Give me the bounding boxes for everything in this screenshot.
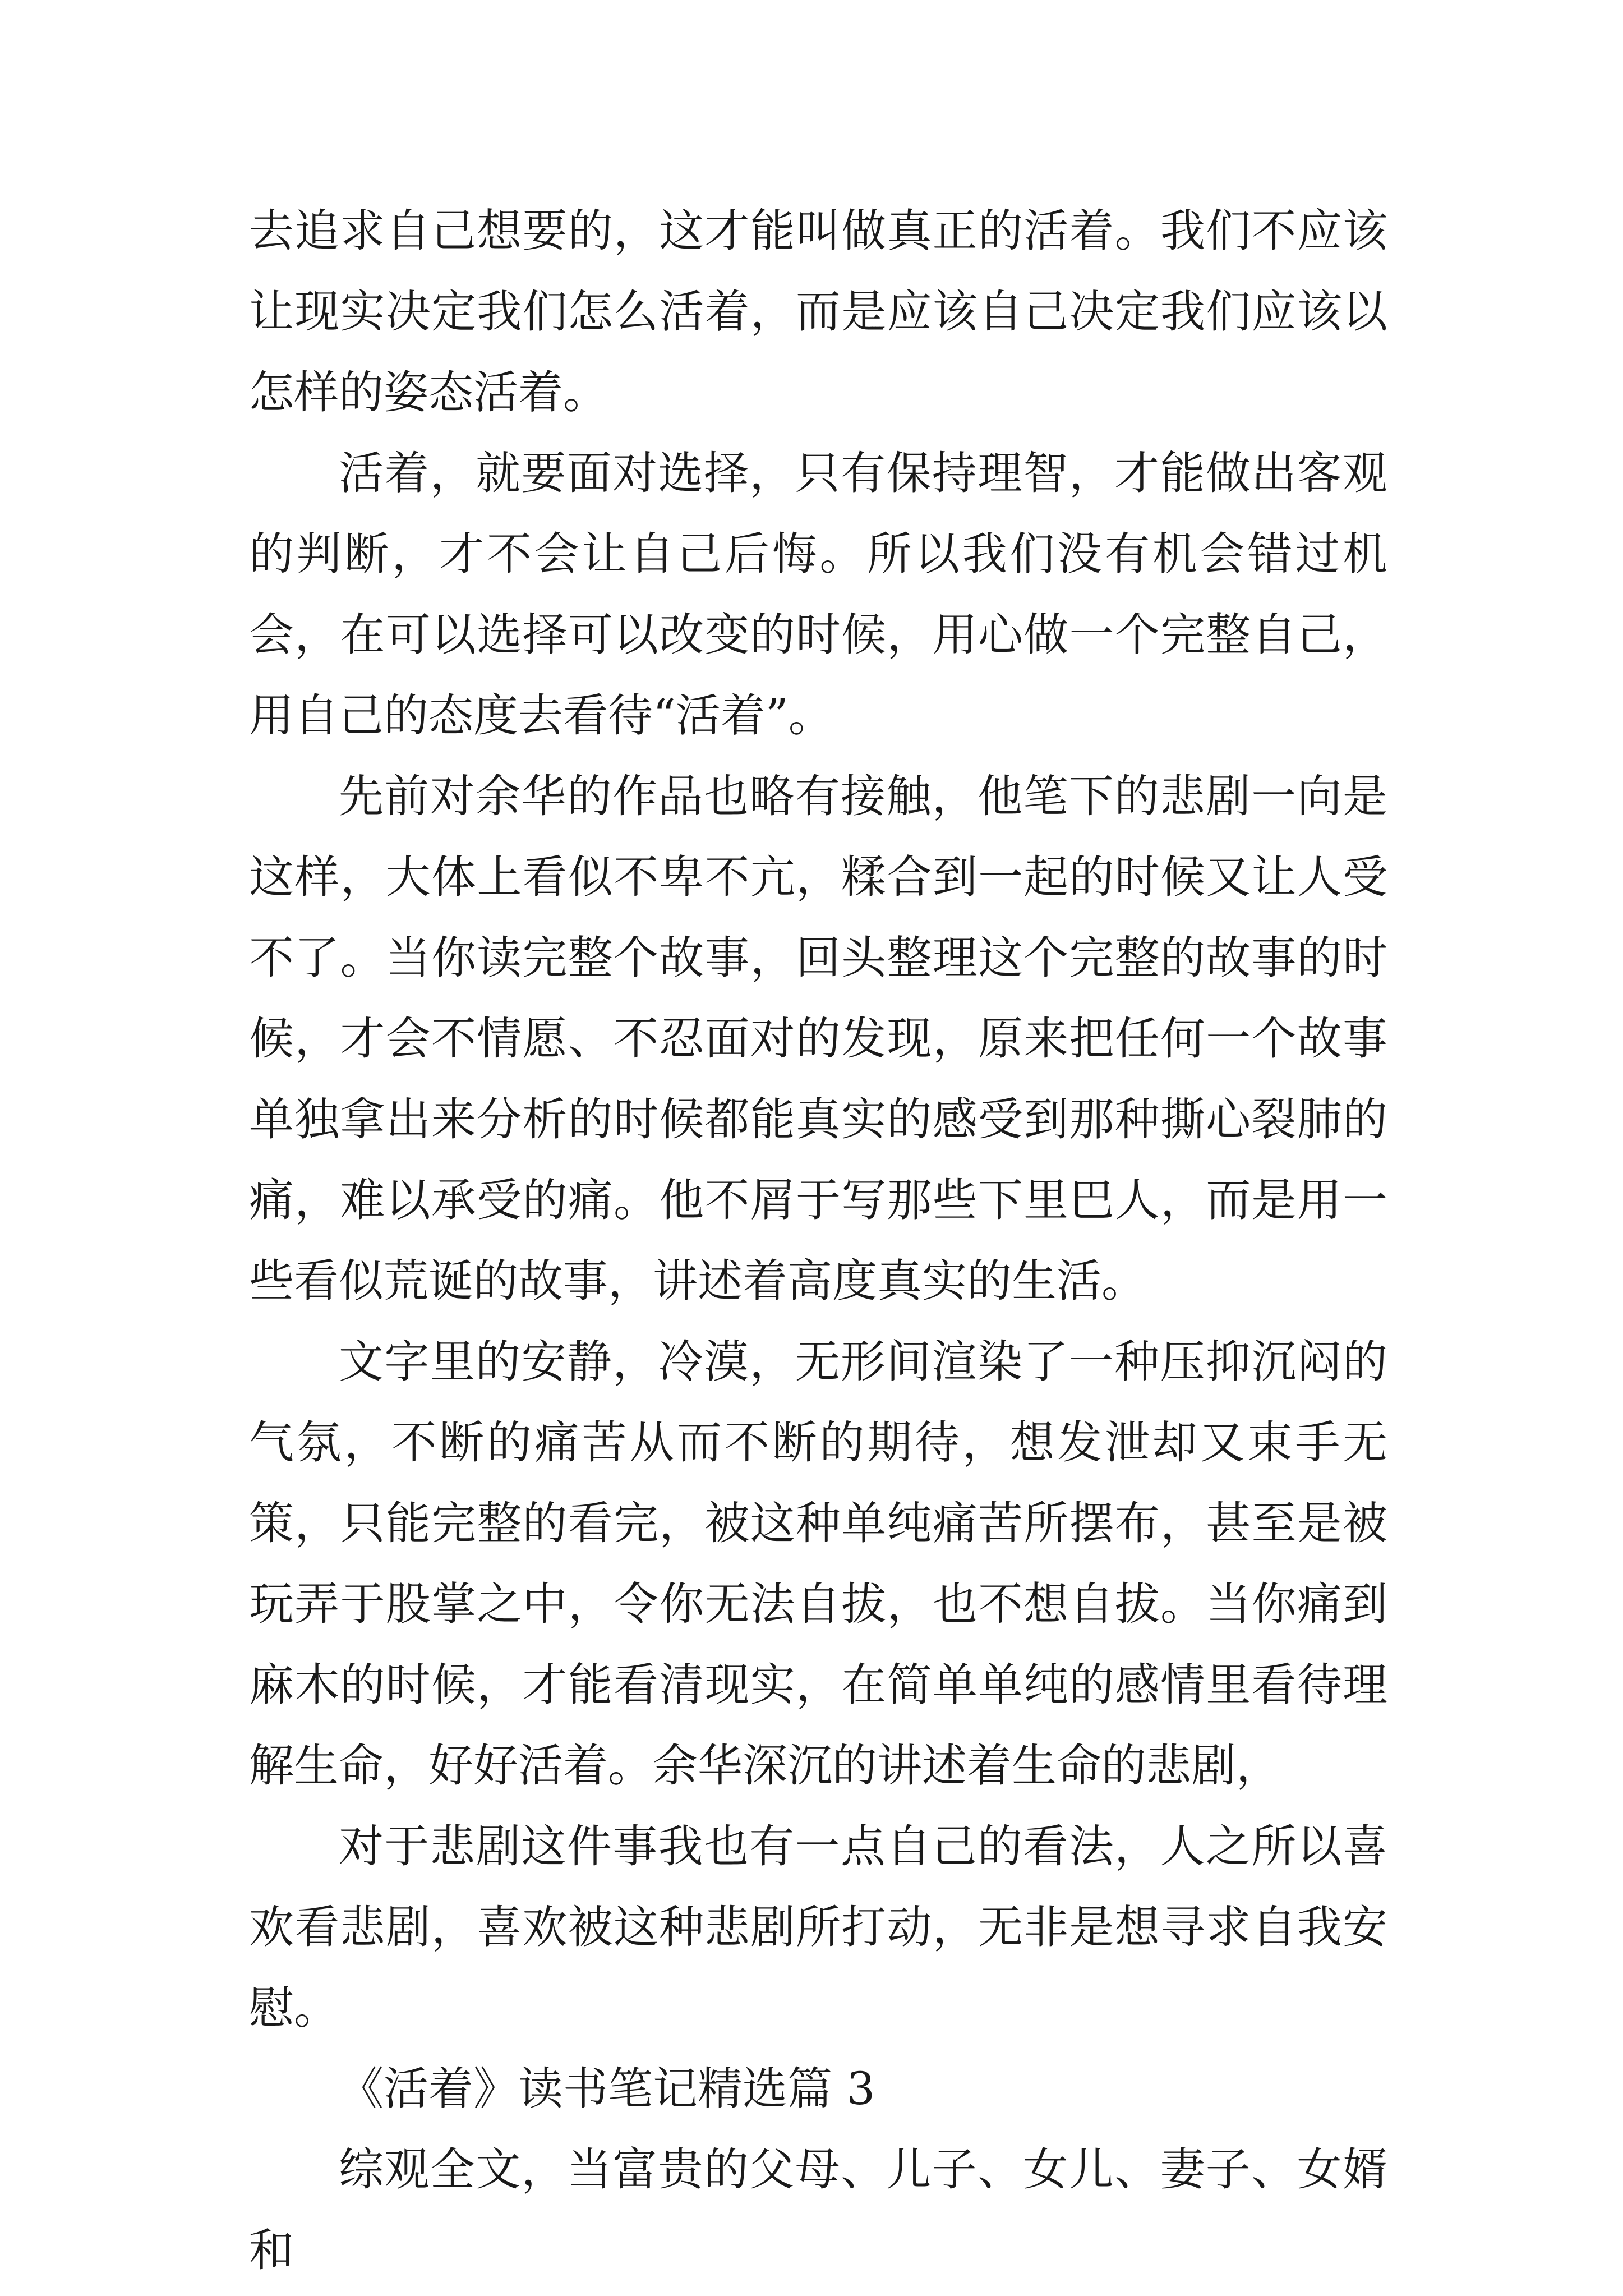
paragraph: 对于悲剧这件事我也有一点自己的看法，人之所以喜欢看悲剧，喜欢被这种悲剧所打动，无非是想寻求自我安慰。 xyxy=(249,1820,1387,2034)
document-body xyxy=(249,191,1387,2291)
section-heading: 《活着》读书笔记精选篇 3 xyxy=(339,2063,875,2115)
paragraph: 活着，就要面对选择，只有保持理智，才能做出客观的判断，才不会让自己后悔。所以我们没有机会错过机会，在可以选择可以改变的时候，用心做一个完整自己，用自己的态度去看待“活着”。 xyxy=(249,447,1387,742)
paragraph: 先前对余华的作品也略有接触，他笔下的悲剧一向是这样，大体上看似不卑不亢，糅合到一起的时候又让人受不了。当你读完整个故事，回头整理这个完整的故事的时候，才会不情愿、不忍面对的发现，原来把任何一个故事单独拿出来分析的时候都能真实的感受到那种撕心裂肺的痛，难以承受的痛。他不屑于写那些下里巴人，而是用一些看似荒诞的故事，讲述着高度真实的生活。 xyxy=(249,770,1387,1307)
paragraph-continued: 去追求自己想要的，这才能叫做真正的活着。我们不应该让现实决定我们怎么活着，而是应该自己决定我们应该以怎样的姿态活着。 xyxy=(249,205,1387,418)
paragraph: 文字里的安静，冷漠，无形间渲染了一种压抑沉闷的气氛，不断的痛苦从而不断的期待，想发泄却又束手无策，只能完整的看完，被这种单纯痛苦所摆布，甚至是被玩弄于股掌之中，令你无法自拔，也不想自拔。当你痛到麻木的时候，才能看清现实，在简单单纯的感情里看待理解生命，好好活着。余华深沉的讲述着生命的悲剧， xyxy=(249,1336,1387,1792)
paragraph-final: 综观全文，当富贵的父母、儿子、女儿、妻子、女婿和 xyxy=(249,2143,1387,2276)
